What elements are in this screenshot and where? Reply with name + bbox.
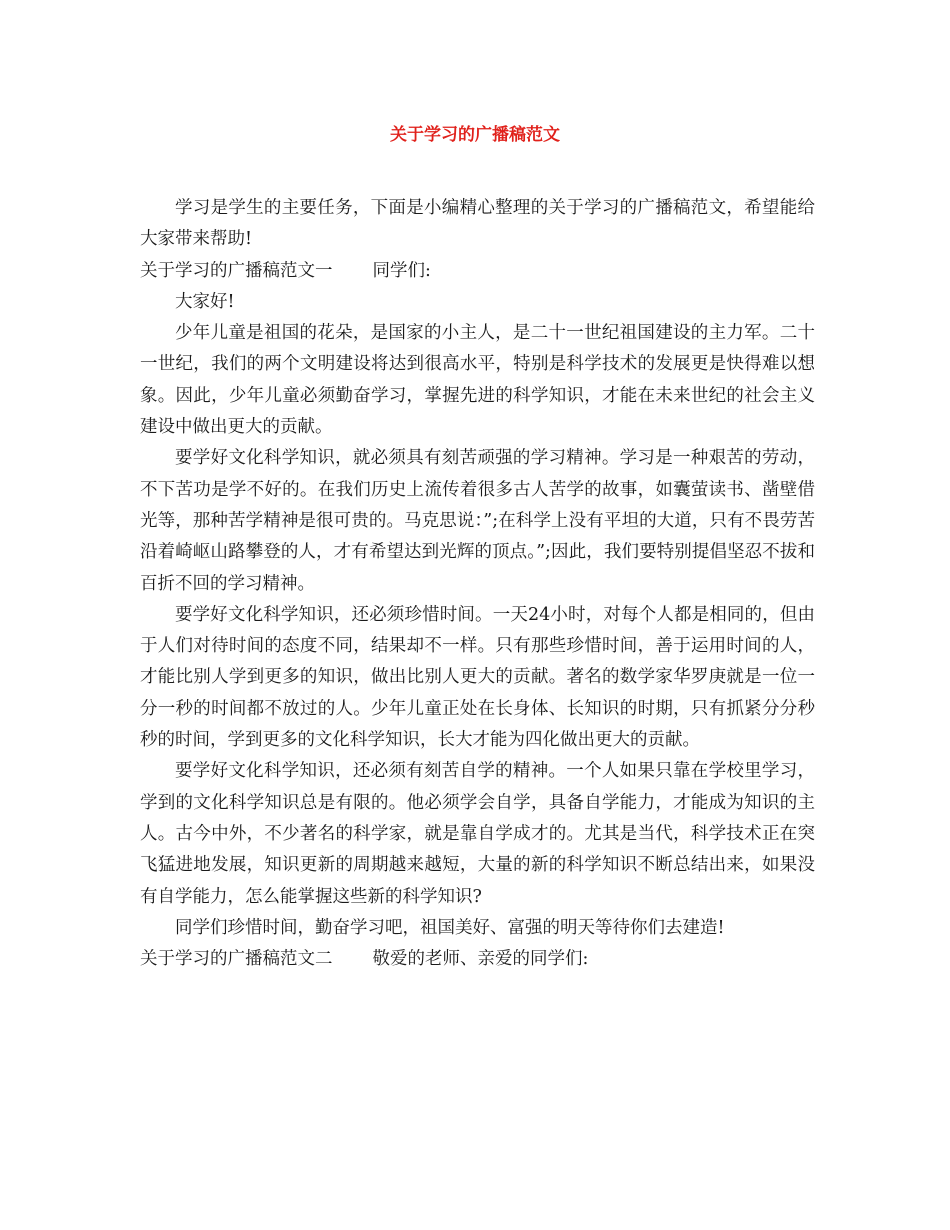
paragraph: 要学好文化科学知识，还必须珍惜时间。一天24小时，对每个人都是相同的，但由于人们对待时间的态度不同，结果却不一样。只有那些珍惜时间，善于运用时间的人，才能比别人学到更多的知识，做出比别人更大的贡献。著名的数学家华罗庚就是一位一分一秒的时间都不放过的人。少年儿童正处在长身体、长知识的时期，只有抓紧分分秒秒的时间，学到更多的文化科学知识，长大才能为四化做出更大的贡献。 [140,604,815,751]
section-1-heading: 关于学习的广播稿范文一 [140,260,333,281]
intro-paragraph: 学习是学生的主要任务，下面是小编精心整理的关于学习的广播稿范文，希望能给大家带来帮助! [140,198,815,250]
section-2-greeting: 敬爱的老师、亲爱的同学们: [372,949,589,970]
section-2-heading-line [140,944,815,975]
paragraph: 要学好文化科学知识，还必须有刻苦自学的精神。一个人如果只靠在学校里学习，学到的文化科学知识总是有限的。他必须学会自学，具备自学能力，才能成为知识的主人。古今中外，不少著名的科学家，就是靠自学成才的。尤其是当代，科学技术正在突飞猛进地发展，知识更新的周期越来越短，大量的新的科学知识不断总结出来，如果没有自学能力，怎么能掌握这些新的科学知识? [140,761,815,907]
document-title: 关于学习的广播稿范文 [390,125,560,145]
section-2-heading: 关于学习的广播稿范文二 [140,949,333,970]
paragraph: 大家好! [175,291,235,312]
paragraph: 要学好文化科学知识，就必须具有刻苦顽强的学习精神。学习是一种艰苦的劳动，不下苦功是学不好的。在我们历史上流传着很多古人苦学的故事，如囊萤读书、凿壁借光等，那种苦学精神是很可贵的。马克思说：”;在科学上没有平坦的大道，只有不畏劳苦沿着崎岖山路攀登的人，才有希望达到光辉的顶点。”;因此，我们要特别提倡坚忍不拔和百折不回的学习精神。 [140,448,815,594]
paragraph: 少年儿童是祖国的花朵，是国家的小主人，是二十一世纪祖国建设的主力军。二十一世纪，我们的两个文明建设将达到很高水平，特别是科学技术的发展更是快得难以想象。因此，少年儿童必须勤奋学习，掌握先进的科学知识，才能在未来世纪的社会主义建设中做出更大的贡献。 [140,323,815,438]
section-1-greeting: 同学们: [372,260,431,281]
document-body [140,193,815,975]
paragraph: 同学们珍惜时间，勤奋学习吧，祖国美好、富强的明天等待你们去建造! [175,917,725,938]
section-1-heading-line [140,256,815,287]
